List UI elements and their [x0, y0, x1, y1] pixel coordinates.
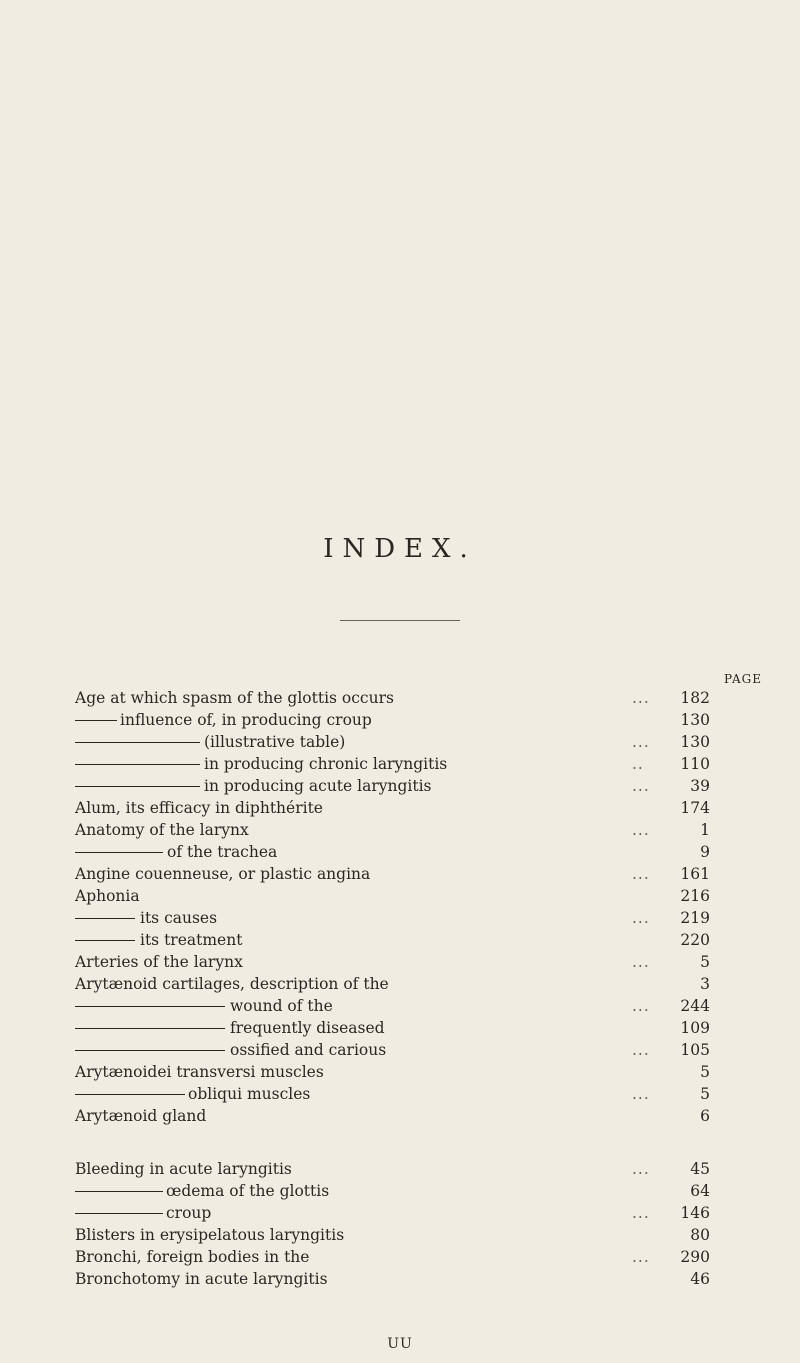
entry-label: in producing acute laryngitis: [204, 777, 432, 795]
ditto-dash: [75, 940, 135, 941]
index-entry: [0, 819, 800, 841]
index-entry: [0, 775, 800, 797]
entry-page: 46: [690, 1270, 710, 1288]
ditto-dash: [75, 786, 200, 787]
index-entry: [0, 797, 800, 819]
index-entry: [0, 1105, 800, 1127]
index-entry: [0, 1202, 800, 1224]
entry-page: 3: [700, 975, 710, 993]
entry-label: influence of, in producing croup: [120, 711, 372, 729]
ditto-dash: [75, 852, 163, 853]
ditto-dash: [75, 1213, 163, 1214]
index-entry: [0, 995, 800, 1017]
entry-label: croup: [166, 1204, 212, 1222]
ditto-dash: [75, 1028, 225, 1029]
entry-label: Anatomy of the larynx: [75, 821, 249, 839]
entry-page: 109: [680, 1019, 710, 1037]
entry-label: frequently diseased: [230, 1019, 385, 1037]
entry-page: 219: [680, 909, 710, 927]
ditto-dash: [75, 720, 117, 721]
entry-page: 9: [700, 843, 710, 861]
entry-page: 1: [700, 821, 710, 839]
leader-dots: ...: [632, 953, 650, 971]
entry-page: 105: [680, 1041, 710, 1059]
index-entry: [0, 1039, 800, 1061]
entry-page: 216: [680, 887, 710, 905]
page-column-header: PAGE: [724, 672, 762, 686]
entry-label: Arytænoidei transversi muscles: [75, 1063, 324, 1081]
leader-dots: ...: [632, 1160, 650, 1178]
leader-dots: ...: [632, 909, 650, 927]
entry-label: Angine couenneuse, or plastic angina: [75, 865, 371, 883]
entry-label: Arteries of the larynx: [75, 953, 243, 971]
entry-label: Aphonia: [75, 887, 140, 905]
entry-page: 161: [680, 865, 710, 883]
ditto-dash: [75, 1050, 225, 1051]
entry-label: Blisters in erysipelatous laryngitis: [75, 1226, 345, 1244]
leader-dots: ...: [632, 777, 650, 795]
entry-page: 5: [700, 953, 710, 971]
entry-label: Arytænoid gland: [75, 1107, 207, 1125]
entry-page: 290: [680, 1248, 710, 1266]
entry-page: 182: [680, 689, 710, 707]
index-entry: [0, 973, 800, 995]
entry-label: Bronchotomy in acute laryngitis: [75, 1270, 328, 1288]
index-entry: [0, 885, 800, 907]
entry-label: œdema of the glottis: [166, 1182, 330, 1200]
entry-label: (illustrative table): [204, 733, 346, 751]
index-entry: [0, 929, 800, 951]
entry-label: of the trachea: [167, 843, 278, 861]
leader-dots: ...: [632, 1041, 650, 1059]
entry-page: 174: [680, 799, 710, 817]
index-entry: [0, 951, 800, 973]
leader-dots: ..: [632, 755, 644, 773]
entry-label: Arytænoid cartilages, description of the: [75, 975, 389, 993]
index-entry: [0, 907, 800, 929]
leader-dots: ...: [632, 821, 650, 839]
entry-page: 146: [680, 1204, 710, 1222]
entry-page: 130: [680, 733, 710, 751]
entry-page: 220: [680, 931, 710, 949]
title-rule: [340, 620, 460, 621]
entry-label: Alum, its efficacy in diphthérite: [75, 799, 323, 817]
index-entry: [0, 1268, 800, 1290]
ditto-dash: [75, 1191, 163, 1192]
index-entry: [0, 1158, 800, 1180]
ditto-dash: [75, 764, 200, 765]
index-entry: [0, 731, 800, 753]
ditto-dash: [75, 742, 200, 743]
entry-page: 110: [680, 755, 710, 773]
index-title: INDEX.: [323, 534, 477, 564]
index-entry: [0, 1083, 800, 1105]
leader-dots: ...: [632, 1248, 650, 1266]
index-entry: [0, 709, 800, 731]
leader-dots: ...: [632, 1204, 650, 1222]
ditto-dash: [75, 918, 135, 919]
index-entry: [0, 753, 800, 775]
index-entry: [0, 687, 800, 709]
signature-mark: UU: [387, 1336, 413, 1352]
entry-page: 5: [700, 1063, 710, 1081]
leader-dots: ...: [632, 733, 650, 751]
entry-label: its causes: [140, 909, 218, 927]
entry-page: 64: [690, 1182, 710, 1200]
entry-page: 80: [690, 1226, 710, 1244]
index-entry: [0, 841, 800, 863]
entry-label: obliqui muscles: [188, 1085, 311, 1103]
leader-dots: ...: [632, 865, 650, 883]
entry-page: 130: [680, 711, 710, 729]
entry-label: wound of the: [230, 997, 333, 1015]
entry-page: 244: [680, 997, 710, 1015]
entry-label: Age at which spasm of the glottis occurs: [75, 689, 394, 707]
ditto-dash: [75, 1094, 185, 1095]
index-entry: [0, 1224, 800, 1246]
index-entry: [0, 1246, 800, 1268]
entry-label: its treatment: [140, 931, 243, 949]
leader-dots: ...: [632, 1085, 650, 1103]
ditto-dash: [75, 1006, 225, 1007]
entry-page: 39: [690, 777, 710, 795]
entry-page: 5: [700, 1085, 710, 1103]
index-entry: [0, 1017, 800, 1039]
entry-label: Bleeding in acute laryngitis: [75, 1160, 292, 1178]
index-entry: [0, 1061, 800, 1083]
entry-page: 6: [700, 1107, 710, 1125]
index-entry: [0, 863, 800, 885]
entry-label: ossified and carious: [230, 1041, 387, 1059]
leader-dots: ...: [632, 689, 650, 707]
index-entry: [0, 1180, 800, 1202]
entry-label: Bronchi, foreign bodies in the: [75, 1248, 310, 1266]
entry-page: 45: [690, 1160, 710, 1178]
entry-label: in producing chronic laryngitis: [204, 755, 448, 773]
leader-dots: ...: [632, 997, 650, 1015]
